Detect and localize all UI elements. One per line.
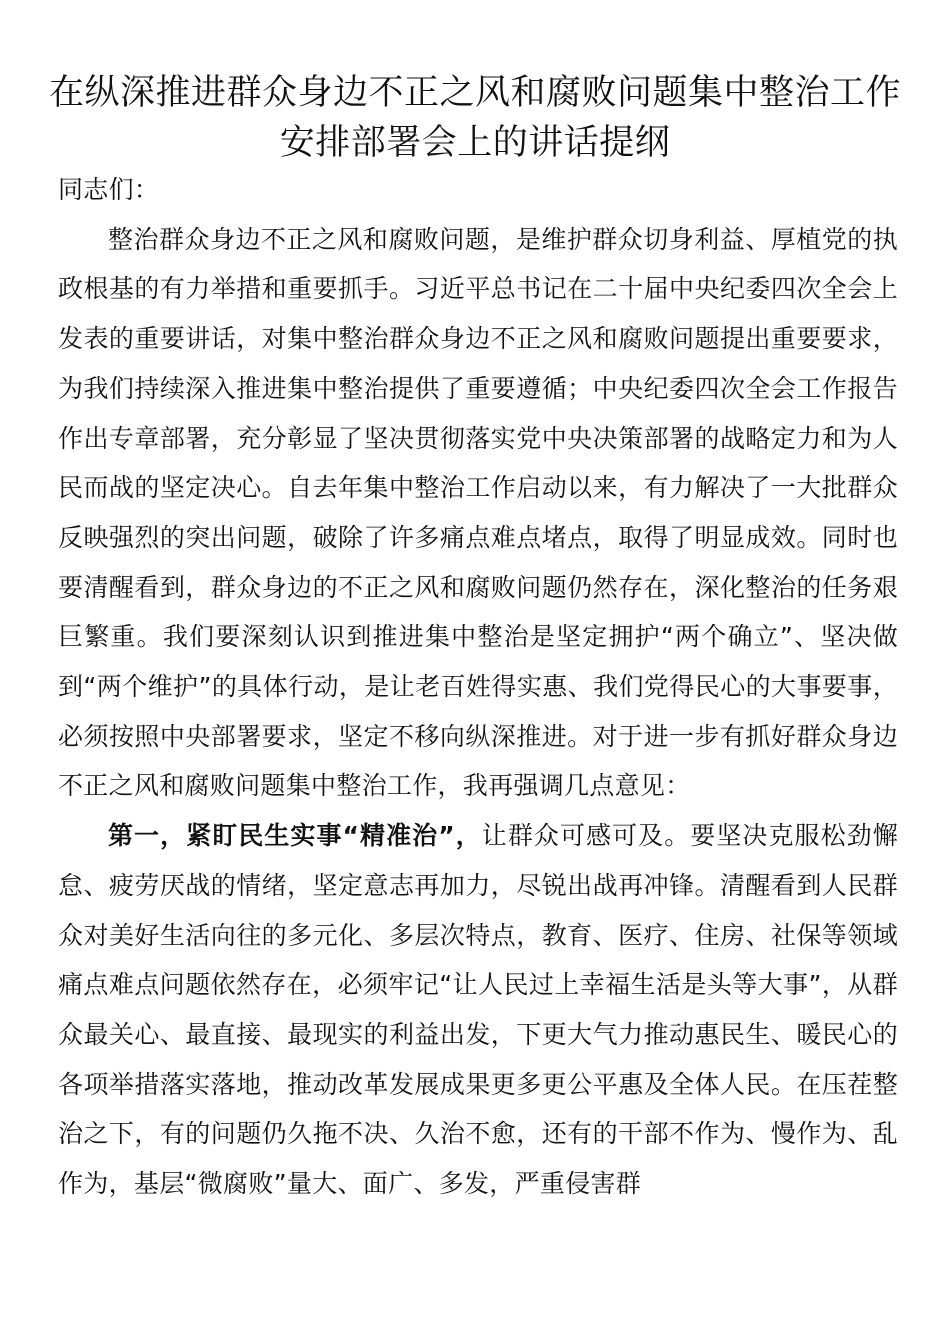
salutation: 同志们： [58, 175, 160, 204]
paragraph-intro: 整治群众身边不正之风和腐败问题，是维护群众切身利益、厚植党的执政根基的有力举措和重要抓手。习近平总书记在二十届中央纪委四次全会上发表的重要讲话，对集中整治群众身边不正之风和腐败问题提出重要要求，为我们持续深入推进集中整治提供了重要遵循；中央纪委四次全会工作报告作出专章部署，充分彰显了坚决贯彻落实党中央决策部署的战略定力和为人民而战的坚定决心。自去年集中整治工作启动以来，有力解决了一大批群众反映强烈的突出问题，破除了许多痛点难点堵点，取得了明显成效。同时也要清醒看到，群众身边的不正之风和腐败问题仍然存在，深化整治的任务艰巨繁重。我们要深刻认识到推进集中整治是坚定拥护“两个确立”、坚决做到“两个维护”的具体行动，是让老百姓得实惠、我们党得民心的大事要事，必须按照中央部署要求，坚定不移向纵深推进。对于进一步有抓好群众身边不正之风和腐败问题集中整治工作，我再强调几点意见： [58, 224, 898, 801]
first-point-heading: 第一，紧盯民生实事“精准治”， [108, 821, 482, 851]
document-body [58, 165, 898, 1209]
first-point-text: 让群众可感可及。要坚决克服松劲懈怠、疲劳厌战的情绪，坚定意志再加力，尽锐出战再冲锋。清醒看到人民群众对美好生活向往的多元化、多层次特点，教育、医疗、住房、社保等领域痛点难点问题依然存在，必须牢记“让人民过上幸福生活是头等大事”，从群众最关心、最直接、最现实的利益出发，下更大气力推动惠民生、暖民心的各项举措落实落地，推动改革发展成果更多更公平惠及全体人民。在压茬整治之下，有的问题仍久拖不决、久治不愈，还有的干部不作为、慢作为、乱作为，基层“微腐败”量大、面广、多发，严重侵害群 [58, 821, 898, 1199]
document-title: 在纵深推进群众身边不正之风和腐败问题集中整治工作安排部署会上的讲话提纲 [48, 73, 901, 163]
paragraph-first-point [58, 811, 898, 1209]
